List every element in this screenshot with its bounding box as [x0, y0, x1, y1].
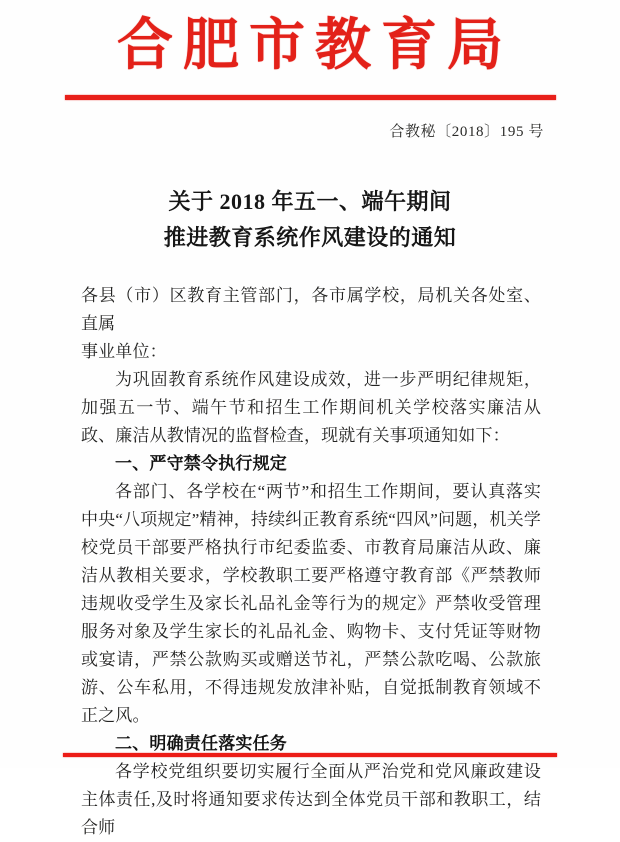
section-body-1: 各部门、各学校在“两节”和招生工作期间，要认真落实中央“八项规定”精神，持续纠正教育系统“四风”问题，机关学校党员干部要严格执行市纪委监委、市教育局廉洁从政、廉洁从教相关要求，学校教职工要严格遵守教育部《严禁教师违规收受学生及家长礼品礼金等行为的规定》严禁收受管理服务对象及学生家长的礼品礼金、购物卡、支付凭证等财物或宴请，严禁公款购买或赠送节礼，严禁公款吃喝、公款旅游、公车私用，不得违规发放津补贴，自觉抵制教育领域不正之风。	[81, 482, 541, 725]
masthead-red-rule	[65, 95, 556, 100]
addressee-line-2: 事业单位：	[81, 342, 167, 361]
masthead-title: 合肥市教育局	[117, 15, 513, 77]
document-title-line-1: 关于 2018 年五一、端午期间	[168, 189, 452, 214]
section-body-2: 各学校党组织要切实履行全面从严治党和党风廉政建设主体责任,及时将通知要求传达到全体党员干部和教职工，结合师	[81, 762, 541, 837]
section-heading-2: 二、明确责任落实任务	[115, 734, 287, 753]
footer-red-rule	[63, 753, 557, 757]
document-number: 合教秘〔2018〕195 号	[389, 124, 544, 140]
document-body	[81, 282, 541, 842]
preamble-paragraph: 为巩固教育系统作风建设成效，进一步严明纪律规矩，加强五一节、端午节和招生工作期间机关学校落实廉洁从政、廉洁从教情况的监督检查，现就有关事项通知如下：	[81, 370, 541, 445]
document-title	[0, 184, 620, 256]
addressee-line-1: 各县（市）区教育主管部门，各市属学校，局机关各处室、直属	[81, 286, 541, 333]
section-heading-1: 一、严守禁令执行规定	[115, 454, 287, 473]
document-title-line-2: 推进教育系统作风建设的通知	[163, 225, 457, 250]
